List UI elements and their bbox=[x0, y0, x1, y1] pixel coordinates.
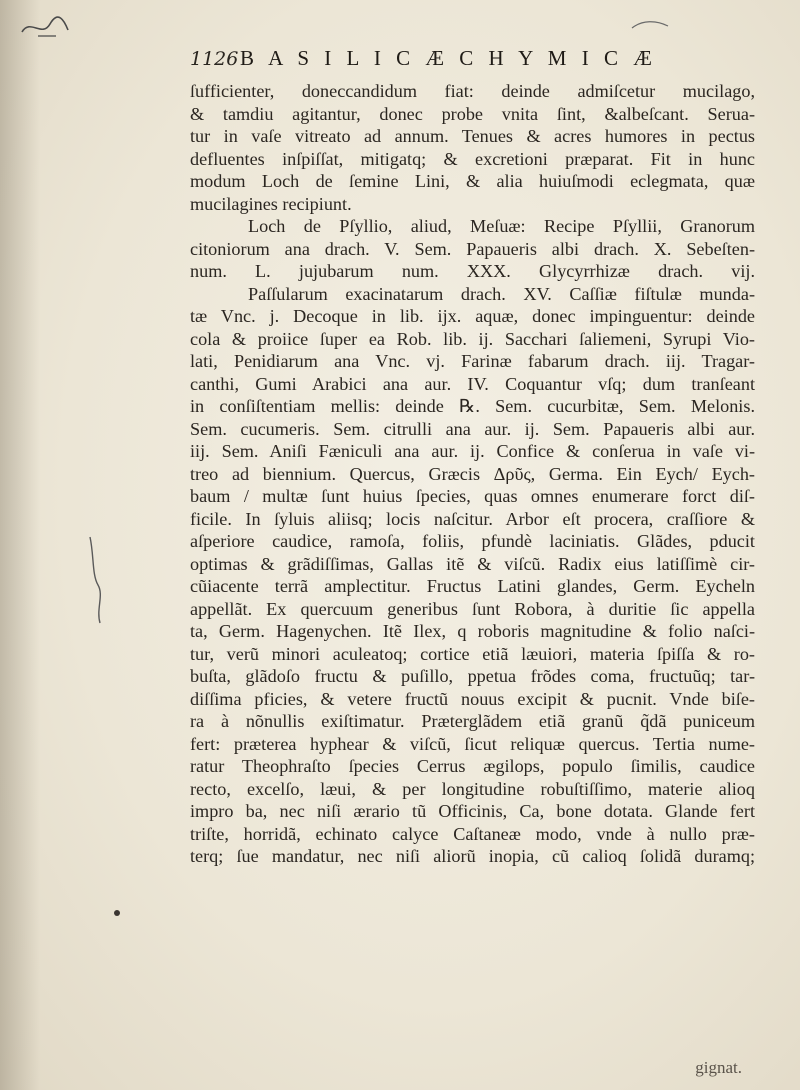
text-line: num. L. jujubarum num. XXX. Glycyrrhizæ drach. vij. bbox=[190, 261, 755, 281]
text-line: in conſiſtentiam mellis: deinde ℞. Sem. cucurbitæ, Sem. Melonis. bbox=[190, 396, 755, 416]
text-line: ra à nõnullis exiſtimatur. Præterglãdem etiã granũ q̃dã puniceum bbox=[190, 711, 755, 731]
text-line: impro ba, nec niſi ærario tũ Officinis, Ca, bone dotata. Glande fert bbox=[190, 801, 755, 821]
text-line: Loch de Pſyllio, aliud, Meſuæ: Recipe Pſyllii, Granorum bbox=[248, 216, 755, 236]
page-number: 1126 bbox=[190, 48, 239, 70]
text-line: mucilagines recipiunt. bbox=[190, 193, 352, 214]
text-line: cũiacente terrã amplectitur. Fructus Latini glandes, Germ. Eycheln bbox=[190, 576, 755, 596]
text-line: ratur Theophraſto ſpecies Cerrus ægilops, populo ſimilis, caudice bbox=[190, 756, 755, 776]
text-line: ſufficienter, doneccandidum fiat: deinde admiſcetur mucilago, bbox=[190, 81, 755, 101]
page-header bbox=[190, 44, 730, 74]
ink-scribble-mark bbox=[20, 12, 70, 42]
text-line: treo ad biennium. Quercus, Græcis Δρῦς, Germa. Ein Eych/ Eych- bbox=[190, 463, 755, 484]
text-line: iij. Sem. Aniſi Fæniculi ana aur. ij. Confice & conſerua in vaſe vi- bbox=[190, 441, 755, 461]
text-line: tur, verũ minori aculeatoq; cortice etiã læuiori, materia ſpiſſa & ro- bbox=[190, 643, 755, 664]
text-line: recto, excelſo, læui, & per longitudine robuſtiſſimo, materie alioq bbox=[190, 778, 755, 799]
text-line: tæ Vnc. j. Decoque in lib. ijx. aquæ, donec impinguentur: deinde bbox=[190, 306, 755, 326]
text-line: ficile. In ſyluis aliisq; locis naſcitur. Arbor eſt procera, craſſiore & bbox=[190, 508, 755, 529]
text-line: & tamdiu agitantur, donec probe vnita ſint, &albeſcant. Serua- bbox=[190, 103, 755, 124]
text-line: triſte, horridã, echinato calyce Caſtaneæ modo, vnde à nullo præ- bbox=[190, 823, 755, 844]
text-line: ta, Germ. Hagenychen. Itẽ Ilex, q roboris magnitudine & folio naſci- bbox=[190, 621, 755, 641]
text-line: Sem. cucumeris. Sem. citrulli ana aur. ij. Sem. Papaueris albi aur. bbox=[190, 418, 755, 439]
text-line: lati, Penidiarum ana Vnc. vj. Farinæ fabarum drach. iij. Tragar- bbox=[190, 351, 755, 371]
text-line: terq; ſue mandatur, nec niſi aliorũ inopia, cũ calioq ſolidã duramq; bbox=[190, 846, 755, 866]
margin-bracket-mark bbox=[86, 535, 110, 625]
running-head: B A S I L I C Æ C H Y M I C Æ bbox=[240, 46, 657, 70]
catchword: gignat. bbox=[695, 1058, 742, 1077]
text-line: aſperiore caudice, ramoſa, foliis, pfundè laciniatis. Glãdes, pducit bbox=[190, 531, 755, 551]
ink-flourish-mark bbox=[630, 18, 670, 32]
text-line: buſta, glãdoſo fructu & puſillo, ppetua frõdes coma, fructuũq; tar- bbox=[190, 666, 755, 686]
ink-blot-mark bbox=[112, 908, 122, 918]
text-line: appellãt. Ex quercuum generibus ſunt Robora, à duritie ſic appella bbox=[190, 598, 755, 619]
text-line: cola & proiice ſuper ea Rob. lib. ij. Sacchari ſaliemeni, Syrupi Vio- bbox=[190, 328, 755, 349]
text-line: fert: præterea hyphear & viſcũ, ſicut reliquæ quercus. Tertia nume- bbox=[190, 733, 755, 754]
body-text bbox=[190, 80, 755, 868]
text-line: canthi, Gumi Arabici ana aur. IV. Coquantur vſq; dum tranſeant bbox=[190, 373, 755, 394]
text-line: optimas & grãdiſſimas, Gallas itẽ & viſcũ. Radix eius latiſſimè cir- bbox=[190, 553, 755, 574]
page-gutter-shadow bbox=[0, 0, 40, 1090]
text-line: Paſſularum exacinatarum drach. XV. Caſſiæ fiſtulæ munda- bbox=[248, 283, 755, 304]
text-line: diſſima pficies, & vetere fructũ nouus excipit & pucnit. Vnde biſe- bbox=[190, 688, 755, 709]
text-line: modum Loch de ſemine Lini, & alia huiuſmodi eclegmata, quæ bbox=[190, 171, 755, 191]
text-line: tur in vaſe vitreato ad annum. Tenues & acres humores in pectus bbox=[190, 126, 755, 146]
text-line: defluentes inſpiſſat, mitigatq; & excretioni præparat. Fit in hunc bbox=[190, 148, 755, 169]
text-line: baum / multæ ſunt huius ſpecies, quas omnes enumerare forct diſ- bbox=[190, 486, 755, 506]
text-line: citoniorum ana drach. V. Sem. Papaueris albi drach. X. Sebeſten- bbox=[190, 238, 755, 259]
